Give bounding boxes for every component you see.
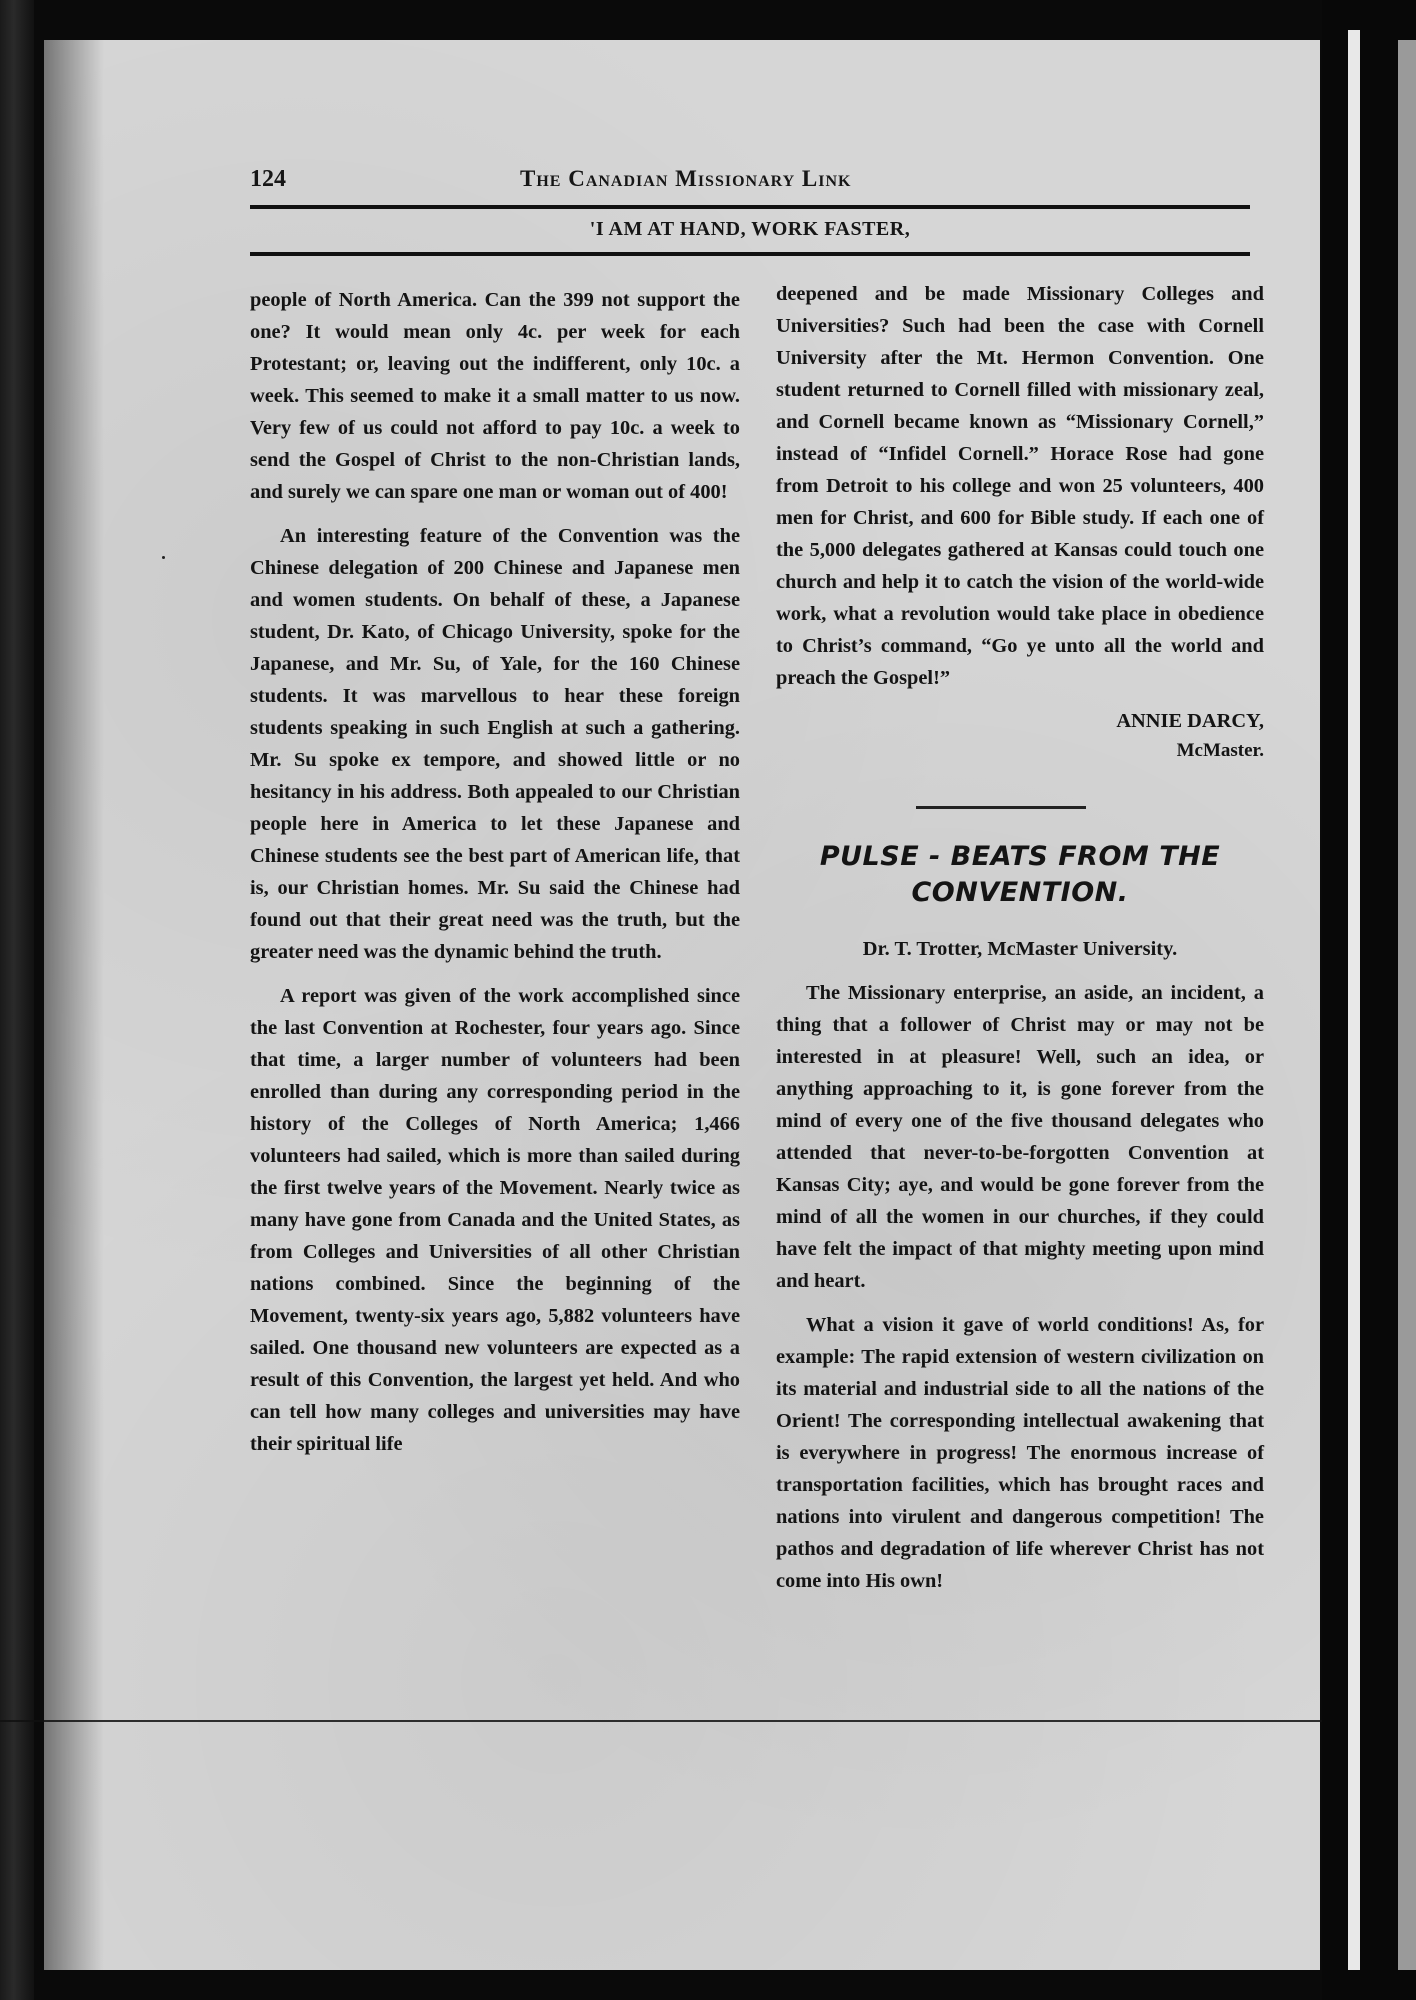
left-paragraph-1: people of North America. Can the 399 not support the one? It would mean only 4c. per week for each Protestant; or, leaving out the indifferent, only 10c. a week. This seemed to make it a small matter to us now. Very few of us could not afford to pay 10c. a week to send the Gospel of Christ to the non-Christian lands, and surely we can spare one man or woman out of 400! bbox=[250, 289, 740, 503]
left-column bbox=[250, 284, 740, 1472]
scan-right-border bbox=[1322, 0, 1416, 2000]
section-divider bbox=[916, 806, 1086, 809]
journal-title: The Canadian Missionary Link bbox=[520, 166, 852, 191]
scan-left-border bbox=[0, 0, 34, 2000]
signature-name: ANNIE DARCY, bbox=[1116, 710, 1264, 732]
next-page-edge bbox=[1398, 40, 1416, 1970]
header-rule-bottom bbox=[250, 252, 1250, 256]
article-paragraph-1: The Missionary enterprise, an aside, an incident, a thing that a follower of Christ may or may not be interested in at pleasure! Well, such an idea, or anything approaching to it, is gone forever from the mind of every one of the five thousand delegates who attended that never-to-be-forgotten Convention at Kansas City; aye, and would be gone forever from the mind of all the women in our churches, if they could have felt the impact of that mighty meeting upon mind and heart. bbox=[776, 982, 1264, 1292]
article-title-line-1: PULSE - BEATS FROM THE bbox=[819, 841, 1221, 872]
page-edge-highlight bbox=[1348, 30, 1360, 1970]
left-paragraph-2: An interesting feature of the Convention was the Chinese delegation of 200 Chinese and Japanese men and women students. On behalf of these, a Japanese student, Dr. Kato, of Chicago University, spoke for the Japanese, and Mr. Su, of Yale, for the 160 Chinese students. It was marvellous to hear these foreign students speaking in such English at such a gathering. Mr. Su spoke ex tempore, and showed little or no hesitancy in his address. Both appealed to our Christian people here in America to let these Japanese and Chinese students see the best part of American life, that is, our Christian homes. Mr. Su said the Chinese had found out that their great need was the truth, but the greater need was the dynamic behind the truth. bbox=[250, 525, 740, 963]
article-paragraph-2: What a vision it gave of world conditions! As, for example: The rapid extension of western civilization on its material and industrial side to all the nations of the Orient! The corresponding intellectual awakening that is everywhere in progress! The enormous increase of transportation facilities, which has brought races and nations into virulent and dangerous competition! The pathos and degradation of life wherever Christ has not come into His own! bbox=[776, 1314, 1264, 1592]
signature-place: McMaster. bbox=[1176, 740, 1264, 761]
signature-block bbox=[776, 706, 1264, 766]
page-number: 124 bbox=[250, 166, 286, 192]
right-paragraph-1: deepened and be made Missionary Colleges and Universities? Such had been the case with Cornell University after the Mt. Hermon Convention. One student returned to Cornell filled with missionary zeal, and Cornell became known as “Missionary Cornell,” instead of “Infidel Cornell.” Horace Rose had gone from Detroit to his college and won 25 volunteers, 400 men for Christ, and 600 for Bible study. If each one of the 5,000 delegates gathered at Kansas could touch one church and help it to catch the vision of the world-wide work, what a revolution would take place in obedience to Christ’s command, “Go ye unto all the world and preach the Gospel!” bbox=[776, 283, 1264, 689]
article-title-line-2: CONVENTION. bbox=[911, 877, 1129, 908]
right-column bbox=[776, 278, 1264, 1609]
article-byline: Dr. T. Trotter, McMaster University. bbox=[862, 938, 1178, 960]
running-motto: 'I AM AT HAND, WORK FASTER, bbox=[589, 218, 911, 240]
left-paragraph-3: A report was given of the work accomplished since the last Convention at Rochester, four years ago. Since that time, a larger number of volunteers had been enrolled than during any corresponding period in the history of the Colleges of North America; 1,466 volunteers had sailed, which is more than sailed during the first twelve years of the Movement. Nearly twice as many have gone from Canada and the United States, as from Colleges and Universities of all other Christian nations combined. Since the beginning of the Movement, twenty-six years ago, 5,882 volunteers have sailed. One thousand new volunteers are expected as a result of this Convention, the largest yet held. And who can tell how many colleges and universities may have their spiritual life bbox=[250, 985, 740, 1455]
scan-speck bbox=[162, 556, 165, 559]
header-rule-top bbox=[250, 205, 1250, 209]
article-title bbox=[776, 839, 1264, 911]
scan-artifact-line bbox=[0, 1720, 1322, 1722]
